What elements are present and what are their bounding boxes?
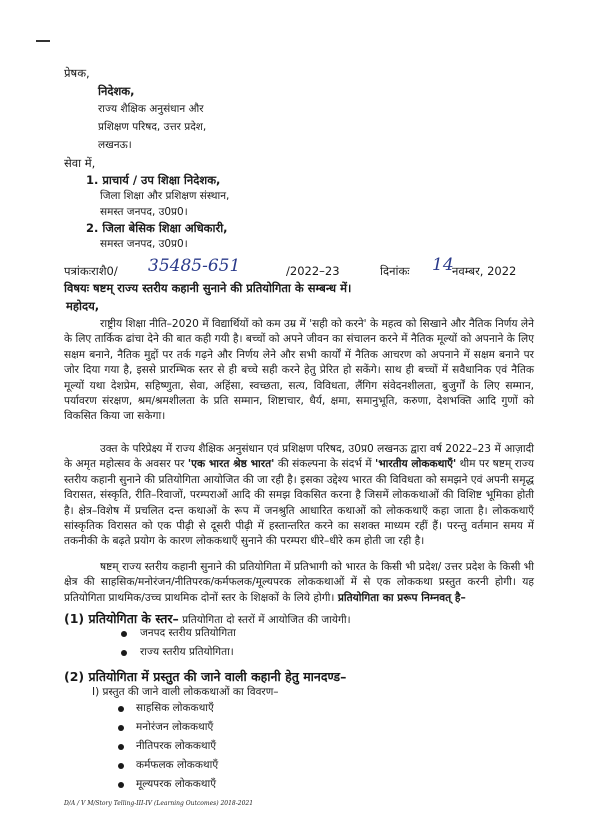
paragraph-1: राष्ट्रीय शिक्षा नीति–2020 में विद्यार्थियों को कम उम्र में 'सही को करने' के महत्व को सिखाने और नैतिक निर्णय लेने के लिए तार्किक ढांचा देने की बात कही गयी है। बच्चों को अपने जीवन का संचालन करने में नैतिक मूल्यों को अपनाने के लिए सक्षम बनाने, नैतिक मुद्दों पर तर्क गढ़ने और निर्णय लेने और सभी कार्यों में नैतिक आचरण को अपनाने में सक्षम बनाने पर जोर दिया गया है, इससे प्रारम्भिक स्तर से ही बच्चे सही करने हेतु प्रेरित हो सकेंगे। साथ ही बच्चों में सवैधानिक एवं नैतिक मूल्यों यथा देशप्रेम, सहिष्णुता, सेवा, अहिंसा, स्वच्छता, सत्य, विविधता, लैंगिग संवेदनशीलता, बुजुर्गों के लिए सम्मान, पर्यावरण संरक्षण, श्रम/श्रमशीलता के प्रति सम्मान, शिष्टाचार, धैर्य, क्षमा, समानुभूति, करुणा, देशभक्ति आदि गुणों को विकसित किया जा सकेगा। bbox=[64, 318, 534, 423]
bullet-dot bbox=[118, 782, 124, 788]
section1-item-1: जनपद स्तरीय प्रतियोगिता bbox=[140, 627, 236, 639]
section2-sub: I) प्रस्तुत की जाने वाली लोककथाओं का विवरण– bbox=[92, 686, 279, 698]
date-rest: नवम्बर, 2022 bbox=[452, 264, 517, 278]
paragraph-3 bbox=[64, 560, 534, 606]
salutation: महोदय, bbox=[66, 299, 100, 313]
bullet-dot bbox=[118, 763, 124, 769]
recipient2-line2: समस्त जनपद, उ0प्र0। bbox=[100, 238, 188, 250]
section2-heading: (2) प्रतियोगिता में प्रस्तुत की जाने वाली कहानी हेतु मानदण्ड– bbox=[64, 669, 347, 684]
section2-item-2: मनोरंजन लोककथाएँ bbox=[136, 721, 214, 733]
section2-item-4: कर्मफलक लोककथाएँ bbox=[136, 759, 219, 771]
recipient2-title: 2. जिला बेसिक शिक्षा अधिकारी, bbox=[86, 221, 228, 235]
paragraph-2-text-a: उक्त के परिप्रेक्ष्य में राज्य शैक्षिक अनुसंधान एवं प्रशिक्षण परिषद, उ0प्र0 लखनऊ द्वारा वर्ष 2022–23 में आज़ादी के अमृत महोत्सव के अवसर पर bbox=[64, 443, 534, 471]
sender-org-line2: प्रशिक्षण परिषद, उत्तर प्रदेश, bbox=[98, 121, 207, 133]
section2-item-3: नीतिपरक लोककथाएँ bbox=[136, 740, 217, 752]
section1-item-2: राज्य स्तरीय प्रतियोगिता। bbox=[140, 646, 234, 658]
paragraph-2-text-c: की संकल्पना के संदर्भ में bbox=[274, 458, 375, 471]
paragraph-2 bbox=[64, 442, 534, 550]
section1-row bbox=[64, 608, 351, 627]
recipient1-line2: जिला शिक्षा और प्रशिक्षण संस्थान, bbox=[100, 190, 230, 202]
bullet-dot bbox=[121, 631, 127, 637]
bullet-dot bbox=[118, 706, 124, 712]
bullet-dot bbox=[118, 744, 124, 750]
date-day-handwritten: 14 bbox=[432, 255, 454, 275]
sender-label: प्रेषक, bbox=[64, 66, 90, 80]
paragraph-3-bold: प्रतियोगिता का प्ररूप निम्नवत् है– bbox=[337, 591, 466, 604]
paragraph-2-bold-2: 'भारतीय लोककथाएँ' bbox=[374, 458, 457, 471]
sender-org-line1: राज्य शैक्षिक अनुसंधान और bbox=[98, 103, 204, 115]
sender-city: लखनऊ। bbox=[98, 139, 132, 151]
ref-prefix: पत्रांकःराशै0/ bbox=[64, 264, 118, 278]
recipient1-line3: समस्त जनपद, उ0प्र0। bbox=[100, 206, 188, 218]
paragraph-3-text: षष्टम् राज्य स्तरीय कहानी सुनाने की प्रतियोगिता में प्रतिभागी को भारत के किसी भी प्रदेश/ उत्तर प्रदेश के किसी भी क्षेत्र की साहसिक/मनोरंजन/नीतिपरक/कर्मफलक/मूल्यपरक लोककथाओं में से एक लोककथा प्रस्तुत करनी होगी। यह प्रतियोगिता प्राथमिक/उच्च प्राथमिक दोनों स्तर के शिक्षकों के लिये होगी। bbox=[64, 561, 534, 604]
section2-item-1: साहसिक लोककथाएँ bbox=[136, 702, 214, 714]
recipients-label: सेवा में, bbox=[64, 156, 96, 170]
recipient1-title: 1. प्राचार्य / उप शिक्षा निदेशक, bbox=[86, 173, 221, 187]
section1-desc: प्रतियोगिता दो स्तरों में आयोजित की जायेगी। bbox=[178, 614, 351, 626]
document-footer-code: D/A / V M/Story Telling-III-IV (Learning Outcomes) 2018-2021 bbox=[64, 800, 254, 807]
subject-line: विषयः षष्टम् राज्य स्तरीय कहानी सुनाने की प्रतियोगिता के सम्बन्ध में। bbox=[64, 281, 352, 295]
section2-item-5: मूल्यपरक लोककथाएँ bbox=[136, 778, 217, 790]
paragraph-2-text-d: थीम पर षष्टम् राज्य स्तरीय कहानी सुनाने की प्रतियोगिता आयोजित की जा रही है। इसका उद्देश्य भारत की विविधता को समझने एवं अपनी समृद्ध विरासत, संस्कृति, रीति–रिवाजों, परम्पराओं आदि की समझ विकसित करना है जिसमें लोककथाओं की विशिष्ट भूमिका होती है। क्षेत्र–विशेष में प्रचलित दन्त कथाओं के रूप में जनश्रुति आधारित कथाओं को लोककथाएँ कहा जाता है। लोककथाएँ सांस्कृतिक विरासत को एक पीढ़ी से दूसरी पीढ़ी में हस्तान्तरित करने का सशक्त माध्यम रहीं हैं। परन्तु वर्तमान समय में तकनीकी के बढ़ते प्रयोग के कारण लोककथाएँ सुनाने की परम्परा धीरे–धीरे कम होती जा रही है। bbox=[64, 458, 534, 548]
bullet-dot bbox=[121, 650, 127, 656]
date-label: दिनांकः bbox=[380, 264, 410, 278]
bullet-dot bbox=[118, 725, 124, 731]
ref-number-handwritten: 35485-651 bbox=[148, 256, 241, 276]
sender-name: निदेशक, bbox=[98, 84, 135, 98]
section1-heading: (1) प्रतियोगिता के स्तर– bbox=[64, 611, 179, 626]
corner-mark bbox=[36, 40, 50, 42]
paragraph-2-bold-1: 'एक भारत श्रेष्ठ भारत' bbox=[187, 458, 275, 471]
ref-year: /2022–23 bbox=[286, 264, 340, 278]
